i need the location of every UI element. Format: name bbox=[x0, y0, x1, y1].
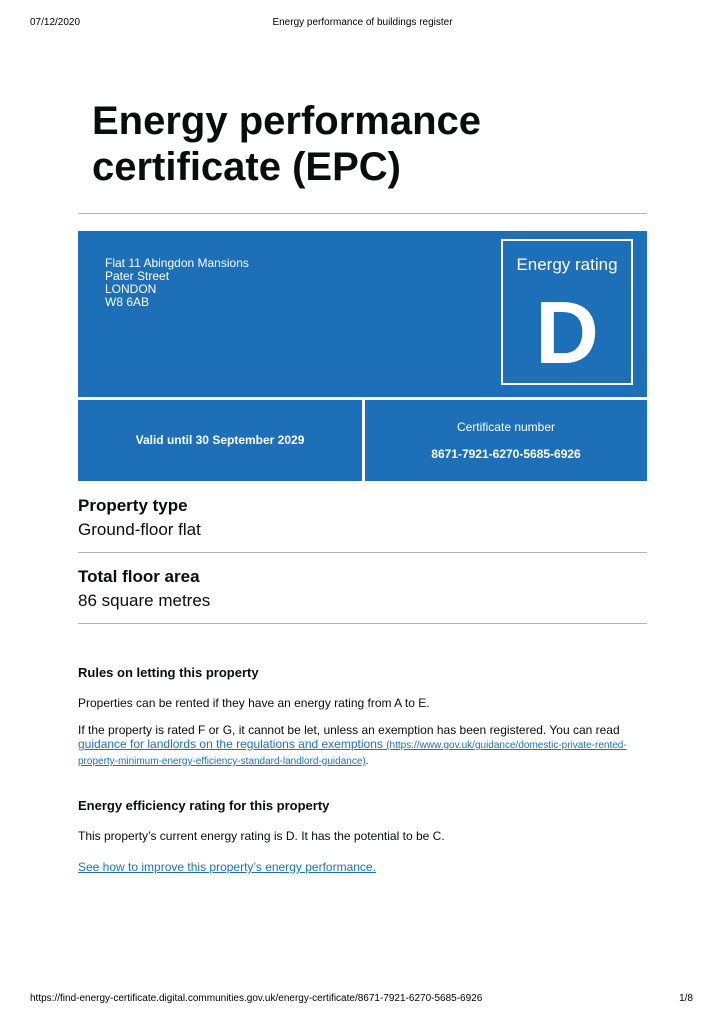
improve-link-para bbox=[78, 860, 653, 874]
print-header-title: Energy performance of buildings register bbox=[272, 17, 453, 28]
floor-area-value: 86 square metres bbox=[78, 591, 211, 610]
energy-rating-box bbox=[501, 239, 633, 385]
certificate-number-label: Certificate number bbox=[456, 420, 556, 434]
efficiency-para: This property’s current energy rating is D. It has the potential to be C. bbox=[78, 829, 445, 843]
letting-rules-para-2-text: If the property is rated F or G, it cannot be let, unless an exemption has been registered. You can read bbox=[78, 723, 620, 737]
print-date: 07/12/2020 bbox=[30, 17, 81, 28]
address-line-2: Pater Street bbox=[105, 269, 170, 283]
page-title bbox=[92, 98, 612, 190]
landlord-guidance-url-2[interactable]: property-minimum-energy-efficiency-standard-landlord-guidance) bbox=[78, 756, 366, 767]
landlord-guidance-link-text[interactable]: guidance for landlords on the regulations and exemptions bbox=[78, 737, 383, 751]
divider bbox=[78, 552, 647, 553]
page-title-line-2: certificate (EPC) bbox=[92, 145, 401, 189]
certificate-number: 8671-7921-6270-5685-6926 bbox=[431, 447, 581, 461]
letting-rules-para-1: Properties can be rented if they have an energy rating from A to E. bbox=[78, 696, 430, 710]
divider bbox=[78, 623, 647, 624]
property-address bbox=[105, 257, 249, 309]
address-line-1: Flat 11 Abingdon Mansions bbox=[105, 256, 249, 270]
landlord-guidance-link[interactable] bbox=[78, 737, 627, 767]
print-footer-url: https://find-energy-certificate.digital.communities.gov.uk/energy-certificate/8671-7921-6270-5685-6926 bbox=[30, 993, 483, 1004]
improve-performance-link[interactable]: See how to improve this property’s energy performance. bbox=[78, 860, 376, 874]
letting-rules-para-2 bbox=[78, 723, 653, 769]
floor-area-heading: Total floor area bbox=[78, 567, 200, 586]
trailing-period: . bbox=[365, 756, 369, 767]
letting-rules-heading: Rules on letting this property bbox=[78, 665, 259, 680]
address-line-4: W8 6AB bbox=[105, 295, 150, 309]
print-page-number: 1/8 bbox=[679, 993, 693, 1004]
divider bbox=[78, 213, 647, 214]
valid-until: Valid until 30 September 2029 bbox=[135, 433, 305, 447]
energy-rating-label: Energy rating bbox=[516, 255, 618, 274]
address-line-3: LONDON bbox=[105, 282, 157, 296]
page-title-line-1: Energy performance bbox=[92, 99, 482, 143]
certificate-panel bbox=[365, 400, 647, 481]
efficiency-heading: Energy efficiency rating for this property bbox=[78, 798, 330, 813]
energy-rating-letter: D bbox=[535, 283, 599, 382]
property-type-heading: Property type bbox=[78, 496, 188, 515]
epc-summary-panel bbox=[78, 231, 647, 397]
landlord-guidance-url-1[interactable]: (https://www.gov.uk/guidance/domestic-private-rented- bbox=[386, 740, 627, 751]
property-type-value: Ground-floor flat bbox=[78, 520, 201, 539]
validity-panel bbox=[78, 400, 362, 481]
